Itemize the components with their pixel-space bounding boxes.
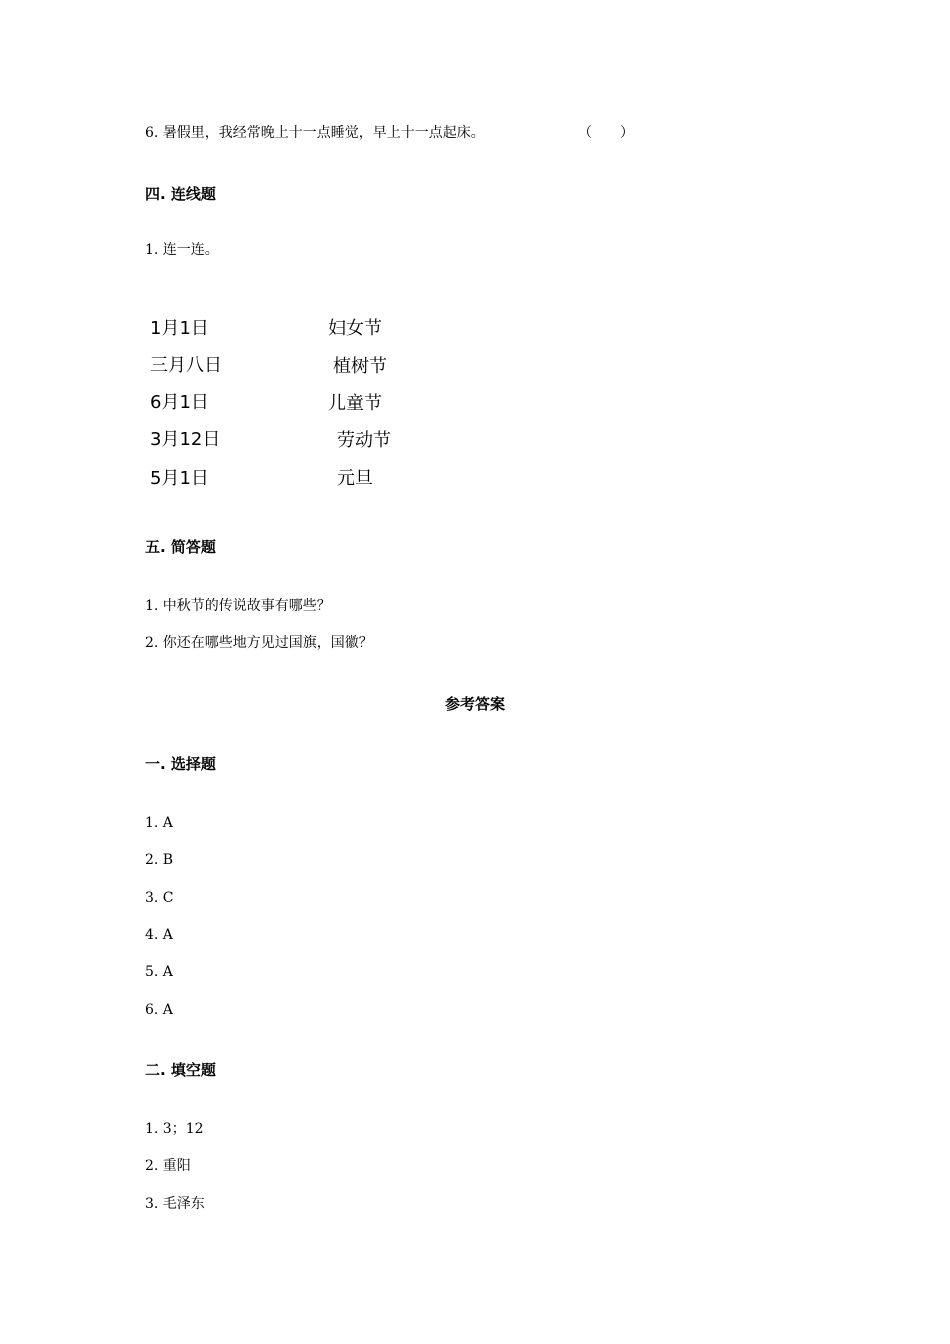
answers-title: 参考答案 (444, 695, 505, 713)
section-4-question-1: 1. 连一连。 (145, 242, 219, 258)
answer-item: 2. B (145, 852, 174, 868)
section-5-question-1: 1. 中秋节的传说故事有哪些？ (145, 598, 331, 614)
matching-left-item: 6月1日 (150, 392, 209, 413)
answer-item: 2. 重阳 (145, 1158, 191, 1174)
answer-item: 5. A (145, 964, 173, 980)
matching-left-item: 3月12日 (150, 429, 221, 450)
answers-section-2-heading: 二. 填空题 (145, 1061, 216, 1079)
answer-item: 6. A (145, 1002, 173, 1018)
matching-left-item: 5月1日 (150, 468, 209, 489)
section-5-question-2: 2. 你还在哪些地方见过国旗，国徽？ (145, 635, 373, 651)
matching-right-item: 植树节 (333, 356, 387, 377)
answer-item: 1. 3；12 (145, 1121, 204, 1137)
answer-item: 3. C (145, 890, 174, 906)
matching-left-item: 三月八日 (150, 355, 222, 376)
matching-left-item: 1月1日 (150, 318, 209, 339)
matching-right-item: 儿童节 (328, 393, 382, 414)
matching-right-item: 元旦 (337, 468, 373, 489)
matching-right-item: 劳动节 (337, 430, 391, 451)
answer-item: 4. A (145, 927, 173, 943)
answer-item: 1. A (145, 815, 173, 831)
question-6-answer-blank: （ ） (578, 125, 634, 141)
answers-section-1-heading: 一. 选择题 (145, 755, 216, 773)
section-5-heading: 五. 简答题 (145, 538, 216, 556)
section-4-heading: 四. 连线题 (145, 185, 216, 203)
answer-item: 3. 毛泽东 (145, 1196, 205, 1212)
matching-right-item: 妇女节 (328, 318, 382, 339)
question-6-text: 6. 暑假里，我经常晚上十一点睡觉，早上十一点起床。 (145, 125, 485, 141)
